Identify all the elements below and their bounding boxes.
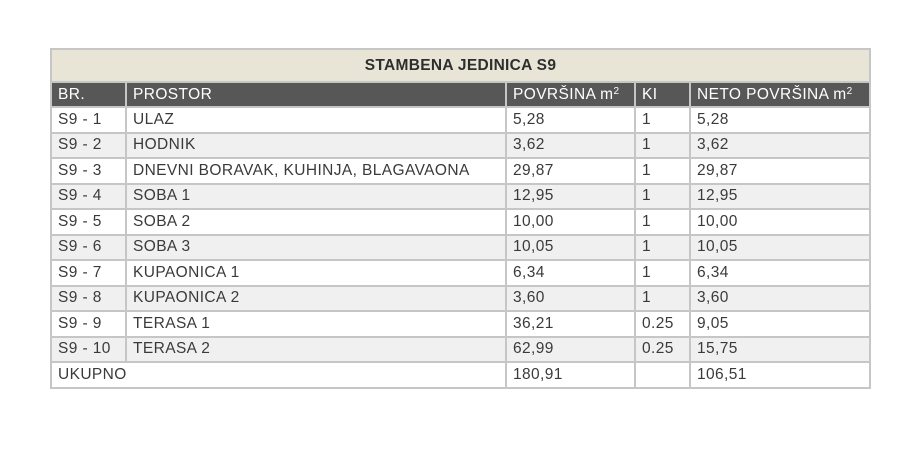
- total-label: UKUPNO: [51, 362, 506, 388]
- header-neto: [690, 82, 870, 107]
- table-total-row: [51, 362, 870, 388]
- table-row: [51, 311, 870, 337]
- cell-neto: 9,05: [690, 311, 870, 337]
- cell-br: S9 - 7: [51, 260, 126, 286]
- cell-ki: 1: [635, 184, 690, 210]
- cell-prostor: KUPAONICA 2: [126, 286, 506, 312]
- cell-neto: 10,00: [690, 209, 870, 235]
- header-br: BR.: [51, 82, 126, 107]
- table-row: [51, 209, 870, 235]
- cell-prostor: SOBA 1: [126, 184, 506, 210]
- cell-povrsina: 12,95: [506, 184, 635, 210]
- header-povrsina-sup: 2: [613, 85, 620, 97]
- cell-br: S9 - 1: [51, 107, 126, 133]
- cell-br: S9 - 10: [51, 337, 126, 363]
- cell-ki: 1: [635, 158, 690, 184]
- unit-area-table: [50, 48, 871, 389]
- header-ki: KI: [635, 82, 690, 107]
- header-neto-sup: 2: [846, 85, 853, 97]
- cell-povrsina: 62,99: [506, 337, 635, 363]
- cell-ki: 1: [635, 107, 690, 133]
- cell-povrsina: 10,05: [506, 235, 635, 261]
- cell-br: S9 - 8: [51, 286, 126, 312]
- cell-povrsina: 3,62: [506, 133, 635, 159]
- unit-area-table-wrapper: [50, 48, 869, 389]
- cell-prostor: SOBA 3: [126, 235, 506, 261]
- cell-prostor: TERASA 1: [126, 311, 506, 337]
- table-row: [51, 158, 870, 184]
- header-neto-label: NETO POVRŠINA m: [697, 85, 847, 103]
- cell-prostor: TERASA 2: [126, 337, 506, 363]
- cell-ki: 1: [635, 286, 690, 312]
- cell-povrsina: 10,00: [506, 209, 635, 235]
- table-title-row: [51, 49, 870, 82]
- cell-br: S9 - 3: [51, 158, 126, 184]
- header-povrsina-label: POVRŠINA m: [513, 85, 614, 103]
- cell-neto: 3,60: [690, 286, 870, 312]
- cell-ki: 1: [635, 209, 690, 235]
- table-row: [51, 184, 870, 210]
- cell-br: S9 - 5: [51, 209, 126, 235]
- cell-ki: 0.25: [635, 311, 690, 337]
- table-row: [51, 286, 870, 312]
- cell-prostor: ULAZ: [126, 107, 506, 133]
- table-row: [51, 235, 870, 261]
- table-title: STAMBENA JEDINICA S9: [51, 49, 870, 82]
- cell-neto: 12,95: [690, 184, 870, 210]
- cell-ki: 1: [635, 133, 690, 159]
- cell-prostor: SOBA 2: [126, 209, 506, 235]
- cell-neto: 3,62: [690, 133, 870, 159]
- total-ki: [635, 362, 690, 388]
- total-neto: 106,51: [690, 362, 870, 388]
- cell-ki: 1: [635, 260, 690, 286]
- cell-povrsina: 36,21: [506, 311, 635, 337]
- cell-neto: 15,75: [690, 337, 870, 363]
- header-prostor: PROSTOR: [126, 82, 506, 107]
- cell-neto: 5,28: [690, 107, 870, 133]
- table-row: [51, 337, 870, 363]
- cell-prostor: KUPAONICA 1: [126, 260, 506, 286]
- cell-neto: 29,87: [690, 158, 870, 184]
- cell-povrsina: 29,87: [506, 158, 635, 184]
- table-row: [51, 107, 870, 133]
- cell-prostor: DNEVNI BORAVAK, KUHINJA, BLAGAVAONA: [126, 158, 506, 184]
- cell-povrsina: 3,60: [506, 286, 635, 312]
- cell-ki: 0.25: [635, 337, 690, 363]
- cell-ki: 1: [635, 235, 690, 261]
- cell-povrsina: 6,34: [506, 260, 635, 286]
- table-row: [51, 260, 870, 286]
- table-header-row: [51, 82, 870, 107]
- cell-prostor: HODNIK: [126, 133, 506, 159]
- cell-br: S9 - 9: [51, 311, 126, 337]
- cell-neto: 10,05: [690, 235, 870, 261]
- cell-br: S9 - 4: [51, 184, 126, 210]
- total-povrsina: 180,91: [506, 362, 635, 388]
- header-povrsina: [506, 82, 635, 107]
- cell-br: S9 - 2: [51, 133, 126, 159]
- table-row: [51, 133, 870, 159]
- cell-povrsina: 5,28: [506, 107, 635, 133]
- cell-br: S9 - 6: [51, 235, 126, 261]
- cell-neto: 6,34: [690, 260, 870, 286]
